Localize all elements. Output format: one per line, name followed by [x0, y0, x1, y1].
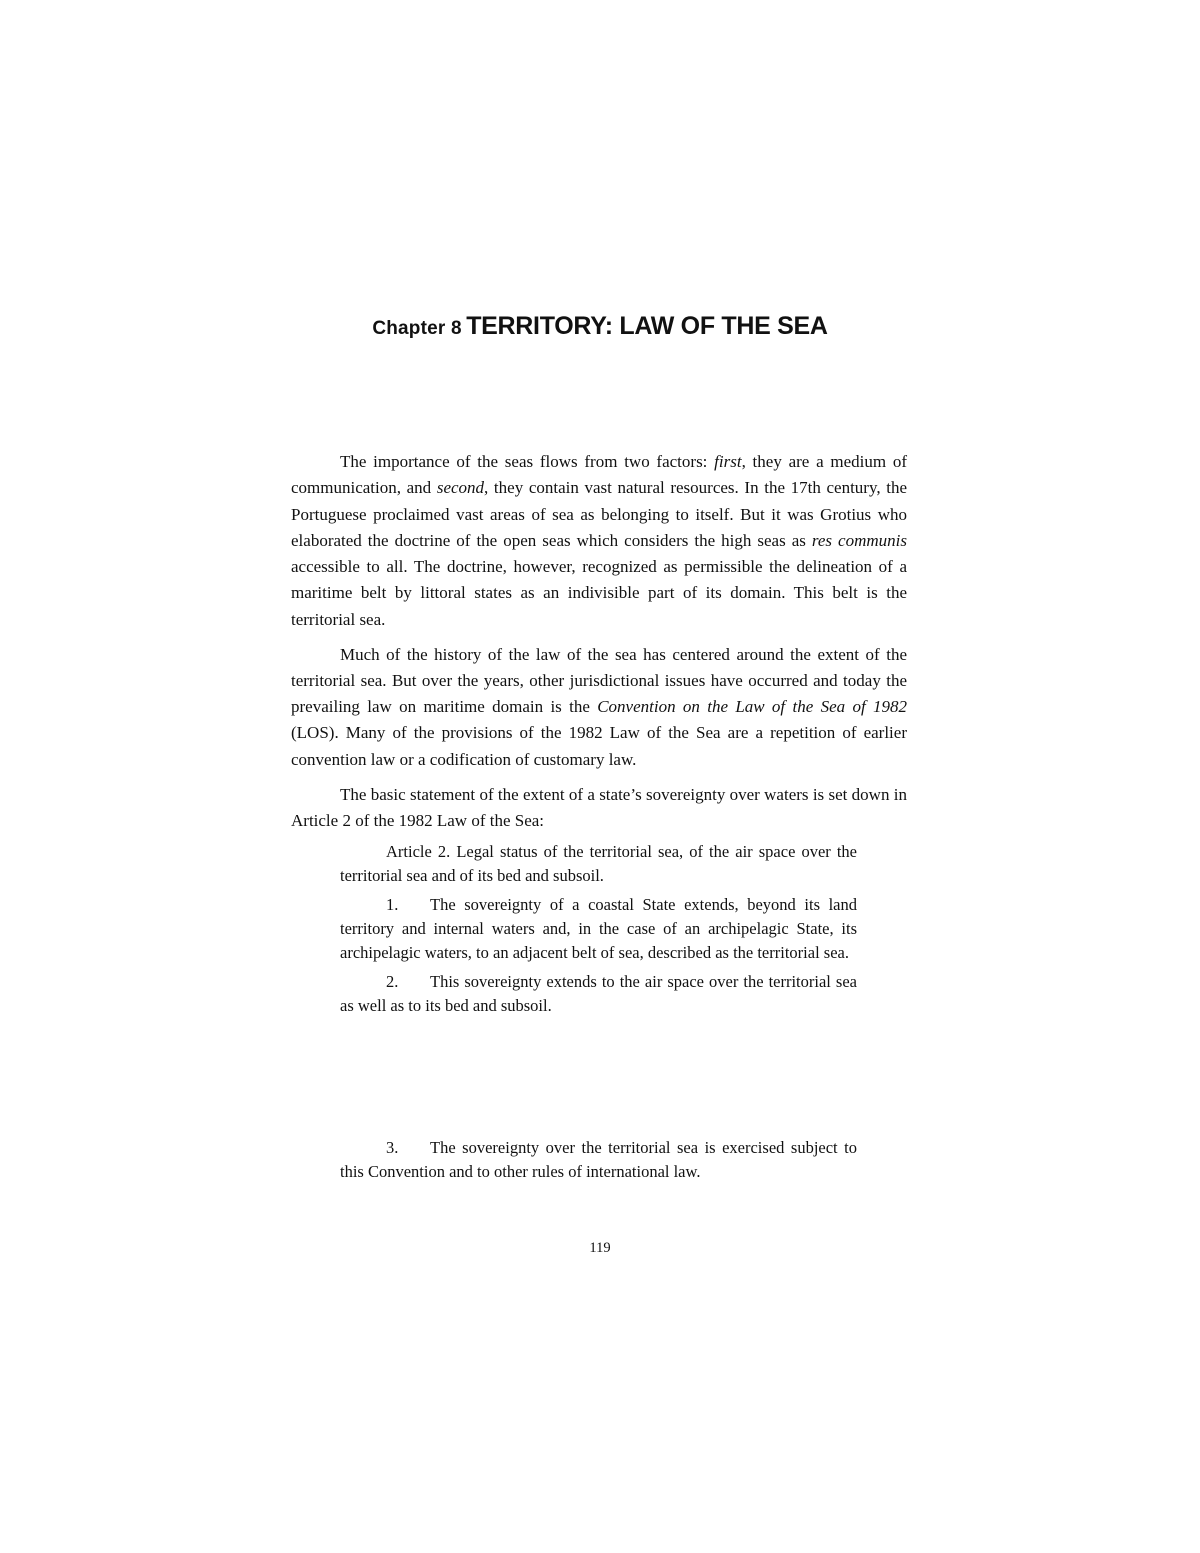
- chapter-label: Chapter 8: [372, 318, 462, 339]
- body-text: [291, 449, 907, 843]
- chapter-title: TERRITORY: LAW OF THE SEA: [466, 312, 828, 340]
- paragraph-text: , they contain vast natural resources. In the 17th century, the Portuguese proclaimed vast areas of sea as belonging to itself. But it was Grotius who elaborated the doctrine of the open seas which considers the high seas as: [291, 478, 907, 550]
- paragraph-history-of-law: [291, 642, 907, 773]
- emphasis-text: second: [436, 478, 485, 498]
- page-number: 119: [589, 1240, 611, 1256]
- article-heading: Article 2. Legal status of the territorial sea, of the air space over the territorial sea and of its bed and subsoil.: [340, 842, 857, 885]
- article-item-text: This sovereignty extends to the air space over the territorial sea as well as to its bed and subsoil.: [340, 972, 857, 1015]
- article-item: [340, 893, 857, 965]
- article-item-number: 1.: [386, 895, 399, 914]
- article-quote-continued: [340, 1136, 857, 1189]
- paragraph-importance-of-seas: [291, 449, 907, 633]
- paragraph-basic-statement: [291, 782, 907, 835]
- paragraph-text: (LOS). Many of the provisions of the 1982 Law of the Sea are a repetition of earlier convention law or a codification of customary law.: [291, 723, 907, 769]
- chapter-heading: [0, 312, 1200, 341]
- emphasis-text: first: [714, 452, 742, 471]
- article-item-text: The sovereignty of a coastal State extends, beyond its land territory and internal waters and, in the case of an archipelagic State, its archipelagic waters, to an adjacent belt of sea, described as the territorial sea.: [340, 895, 857, 962]
- emphasis-text: res communis: [811, 530, 907, 550]
- article-item: [340, 970, 857, 1018]
- paragraph-text: The basic statement of the extent of a state’s sovereignty over waters is set down in Article 2 of the 1982 Law of the Sea:: [291, 784, 907, 830]
- paragraph-text: The importance of the seas flows from two factors:: [340, 452, 715, 471]
- article-item: [340, 1136, 857, 1184]
- emphasis-text: Convention on the Law of the Sea of 1982: [597, 697, 907, 717]
- article-item-text: The sovereignty over the territorial sea is exercised subject to this Convention and to other rules of international law.: [340, 1138, 857, 1181]
- paragraph-text: , they are a medium of communication, and: [291, 452, 907, 498]
- article-item-number: 3.: [386, 1138, 399, 1157]
- article-quote: [340, 840, 857, 1023]
- paragraph-text: Much of the history of the law of the sea has centered around the extent of the territorial sea. But over the years, other jurisdictional issues have occurred and today the prevailing law on maritime domain is the: [291, 644, 907, 717]
- paragraph-text: accessible to all. The doctrine, however, recognized as permissible the delineation of a maritime belt by littoral states as an indivisible part of its domain. This belt is the territorial sea.: [291, 557, 907, 629]
- article-item-number: 2.: [386, 972, 399, 991]
